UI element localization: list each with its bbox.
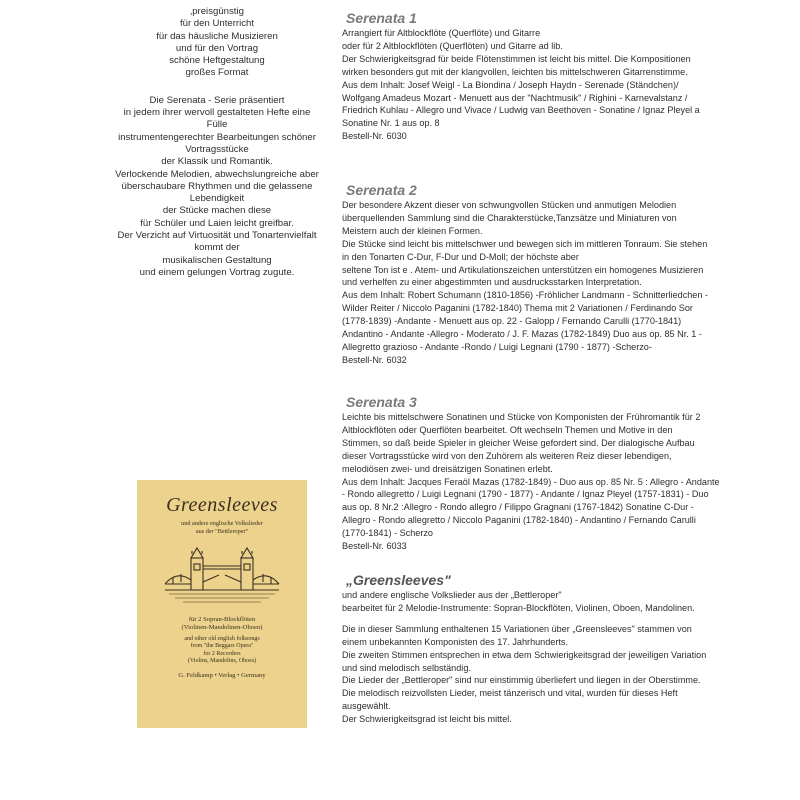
cover-en-line: (Violins, Mandolins, Oboes) [187, 658, 257, 665]
left-text-line: und für den Vortrag [175, 42, 259, 54]
section-text-line: bearbeitet für 2 Melodie-Instrumente: Sopran-Blockflöten, Violinen, Oboen, Mandolinen. [342, 602, 695, 613]
section-text-line: und andere englische Volkslieder aus der „Bettleroper" [342, 590, 562, 600]
section-text-line: Der Schwierigkeitsgrad ist leicht bis mittel. [342, 714, 512, 725]
section-text-line: Die Stücke sind leicht bis mittelschwer und bewegen sich im mittleren Tonraum. Sie stehen [342, 238, 708, 249]
left-text-line: Der Verzicht auf Virtuosität und Tonartenvielfalt [117, 230, 317, 242]
section-text-line: - Rondo allegretto / Luigi Legnani (1790 - 1877) - Andante / Ignaz Pleyel (1757-1831) - Duo [342, 489, 709, 500]
spacer [342, 615, 660, 623]
left-text-line: für das häusliche Musizieren [156, 30, 278, 42]
section-text-line: Der Schwierigkeitsgrad für beide Flötenstimmen ist leicht bis mittel. Die Kompositionen [342, 53, 691, 64]
left-text-line: schöne Heftgestaltung [169, 55, 265, 67]
section-text-line: und sind melodisch selbständig. [342, 662, 471, 673]
section-text-line: in den Tonarten C-Dur, F-Dur und D-Moll; der höchste aber [342, 251, 579, 262]
section-text-line: Allegretto grazioso - Andante -Rondo / Luigi Legnani (1790 - 1877) -Scherzo- [342, 341, 652, 352]
left-text-line: der Klassik und Romantik. [161, 156, 273, 168]
section-text-line: Die Lieder der „Bettleroper" sind nur einstimmig überliefert und liegen in der Oberstimme. [342, 675, 701, 686]
section-text-line: seltene Ton ist e . Atem- und Artikulationszeichen unterstützen ein homogenes Musizieren [342, 264, 704, 275]
cover-subtitle-line: aus der "Bettleroper" [195, 528, 249, 535]
tower-bridge-illustration [163, 544, 281, 606]
cover-english-text [137, 636, 307, 666]
section-text-line: Die in dieser Sammlung enthaltenen 15 Variationen über „Greensleeves" stammen von [342, 623, 692, 634]
left-text-line: musikalischen Gestaltung [162, 254, 272, 266]
cover-en-line: and other old english folksongs [184, 636, 260, 642]
section-text-line: Die melodisch reizvollsten Lieder, meist tänzerisch und vital, wurden für dieses Heft [342, 688, 678, 699]
section-text-line: Sonatine Nr. 1 aus op. 8 [342, 118, 440, 129]
cover-en-line: from "the Beggars Opera" [190, 643, 254, 650]
section-text-line: Altblockflöten oder Querflöten bearbeitet. Oft wechseln Themen und Motive in den [342, 424, 673, 435]
section-text-line: wirken besonders gut mit der klangvollen, leichten bis mittelschweren Gitarrenstimme. [342, 66, 688, 77]
section-text-line: Bestell-Nr. 6032 [342, 354, 407, 365]
section-text-line: (1778-1839) -Andante - Menuett aus op. 22 - Galopp / Fernando Carulli (1770-1841) [342, 316, 682, 327]
left-description [108, 6, 326, 294]
section-text-line: Der besondere Akzent dieser von schwungvollen Stücken und anmutigen Melodien [342, 200, 677, 210]
section-text-line: einem unbekannten Komponisten des 17. Jahrhunderts. [342, 636, 568, 647]
section-text-line: Arrangiert für Altblockflöte (Querflöte) und Gitarre [342, 28, 541, 38]
section-serenata-3 [342, 394, 720, 553]
section-title: „Greensleeves" [346, 572, 451, 588]
left-text-line: Verlockende Melodien, abwechslungreiche aber [115, 168, 319, 180]
section-text-line: Wolfgang Amadeus Mozart - Menuett aus der "Nachtmusik" / Righini - Karnevalstanz / [342, 92, 688, 103]
cover-publisher: G. Feldkamp • Verlag • Germany [178, 671, 266, 679]
cover-subtitle [137, 520, 307, 536]
left-text-line: der Stücke machen diese [162, 205, 272, 217]
section-title: Serenata 3 [346, 394, 417, 410]
section-title: Serenata 2 [346, 182, 417, 198]
cover-en-line: for 2 Recorders [203, 650, 241, 657]
section-text-line: dieser Vortragsstücke wird von den Zuhörern als weiteren Reiz dieser lebendigen, [342, 450, 672, 461]
left-text-line: in jedem ihrer wervoll gestalteten Hefte eine [123, 107, 311, 119]
section-text-line: ausgewählt. [342, 701, 391, 712]
left-text-line: instrumentengerechter Bearbeitungen schöner [118, 131, 316, 143]
cover-title: Greensleeves [166, 494, 278, 516]
section-text-line: melodiösen zwei- und dreisätzigen Sonatinen erlebt. [342, 463, 553, 474]
section-text-line: Wilder Reiter / Niccolo Paganini (1782-1840) Thema mit 2 Variationen / Ferdinando Sor [342, 303, 693, 314]
section-serenata-1 [342, 10, 700, 143]
left-text-line: kommt der [194, 242, 240, 254]
section-text-line: Meistern auch der kleinen Formen. [342, 225, 483, 236]
cover-instr-line: für 2 Sopran-Blockflöten [188, 616, 256, 623]
section-text-line: Aus dem Inhalt: Jacques Feraöl Mazas (1782-1849) - Duo aus op. 85 Nr. 5 : Allegro - Andante [342, 476, 720, 487]
section-text-line: Bestell-Nr. 6033 [342, 541, 407, 552]
left-text-line: Fülle [206, 119, 228, 131]
series-description [108, 95, 326, 279]
left-text-line: Vortragsstücke [185, 143, 249, 155]
section-text-line: überquellenden Sammlung sind die Charakterstücke,Tanzsätze und Miniaturen von [342, 212, 677, 223]
section-text-line: Friedrich Kuhlau - Allegro und Vivace / Ludwig van Beethoven - Sonatine / Ignaz Pleyel a [342, 105, 700, 116]
section-text-line: Stimmen, so daß beide Spieler in gleicher Weise gefordert sind. Der dialogische Aufbau [342, 437, 695, 448]
features-list [108, 6, 326, 80]
section-text-line: Bestell-Nr. 6030 [342, 131, 407, 142]
left-text-line: für den Unterricht [179, 18, 255, 30]
section-greensleeves [342, 572, 707, 726]
section-text-line: Die zweiten Stimmen entsprechen in etwa dem Schwierigkeitsgrad der jeweiligen Variation [342, 649, 707, 660]
left-text-line: überschaubare Rhythmen und die gelassene [121, 180, 313, 192]
cover-instr-line: (Violinen-Mandolinen-Oboen) [181, 624, 263, 631]
section-text-line: Allegro - Rondo allegretto / Niccolo Paganini (1782-1840) - Andantino / Fernando Carulli [342, 515, 696, 526]
left-text-line: Die Serenata - Serie präsentiert [149, 94, 285, 106]
left-text-line: und einem gelungen Vortrag zugute. [139, 266, 295, 278]
section-text-line: Aus dem Inhalt: Josef Weigl - La Biondina / Joseph Haydn - Serenade (Ständchen)/ [342, 79, 679, 90]
section-title: Serenata 1 [346, 10, 417, 26]
section-text-line: Aus dem Inhalt: Robert Schumann (1810-1856) -Fröhlicher Landmann - Schnitterliedchen - [342, 290, 708, 301]
left-text-line: Lebendigkeit [189, 193, 245, 205]
left-text-line: ‚preisgünstig [190, 6, 244, 17]
section-text-line: aus op. 8 Nr.2 :Allegro - Rondo allegro / Filippo Gragnani (1767-1842) Sonatine C-Dur - [342, 502, 694, 513]
cover-subtitle-line: und andere englische Volkslieder [181, 520, 263, 527]
section-text-line: Andantino - Andante -Allegro - Moderato / J. F. Mazas (1782-1849) Duo aus op. 85 Nr. 1 - [342, 329, 702, 340]
left-text-line: für Schüler und Laien leicht greifbar. [140, 217, 294, 229]
section-serenata-2 [342, 182, 708, 367]
section-text-line: und verhelfen zu einer abgestimmten und ausdrucksstarken Interpretation. [342, 277, 642, 288]
cover-instruments [137, 616, 307, 632]
section-text-line: oder für 2 Altblockflöten (Querflöten) und Gitarre ad lib. [342, 40, 563, 51]
section-text-line: Leichte bis mittelschwere Sonatinen und Stücke von Komponisten der Frühromantik für 2 [342, 412, 701, 422]
greensleeves-cover-image [137, 480, 307, 728]
left-text-line: großes Format [185, 67, 249, 79]
section-text-line: (1770-1841) - Scherzo [342, 528, 433, 539]
